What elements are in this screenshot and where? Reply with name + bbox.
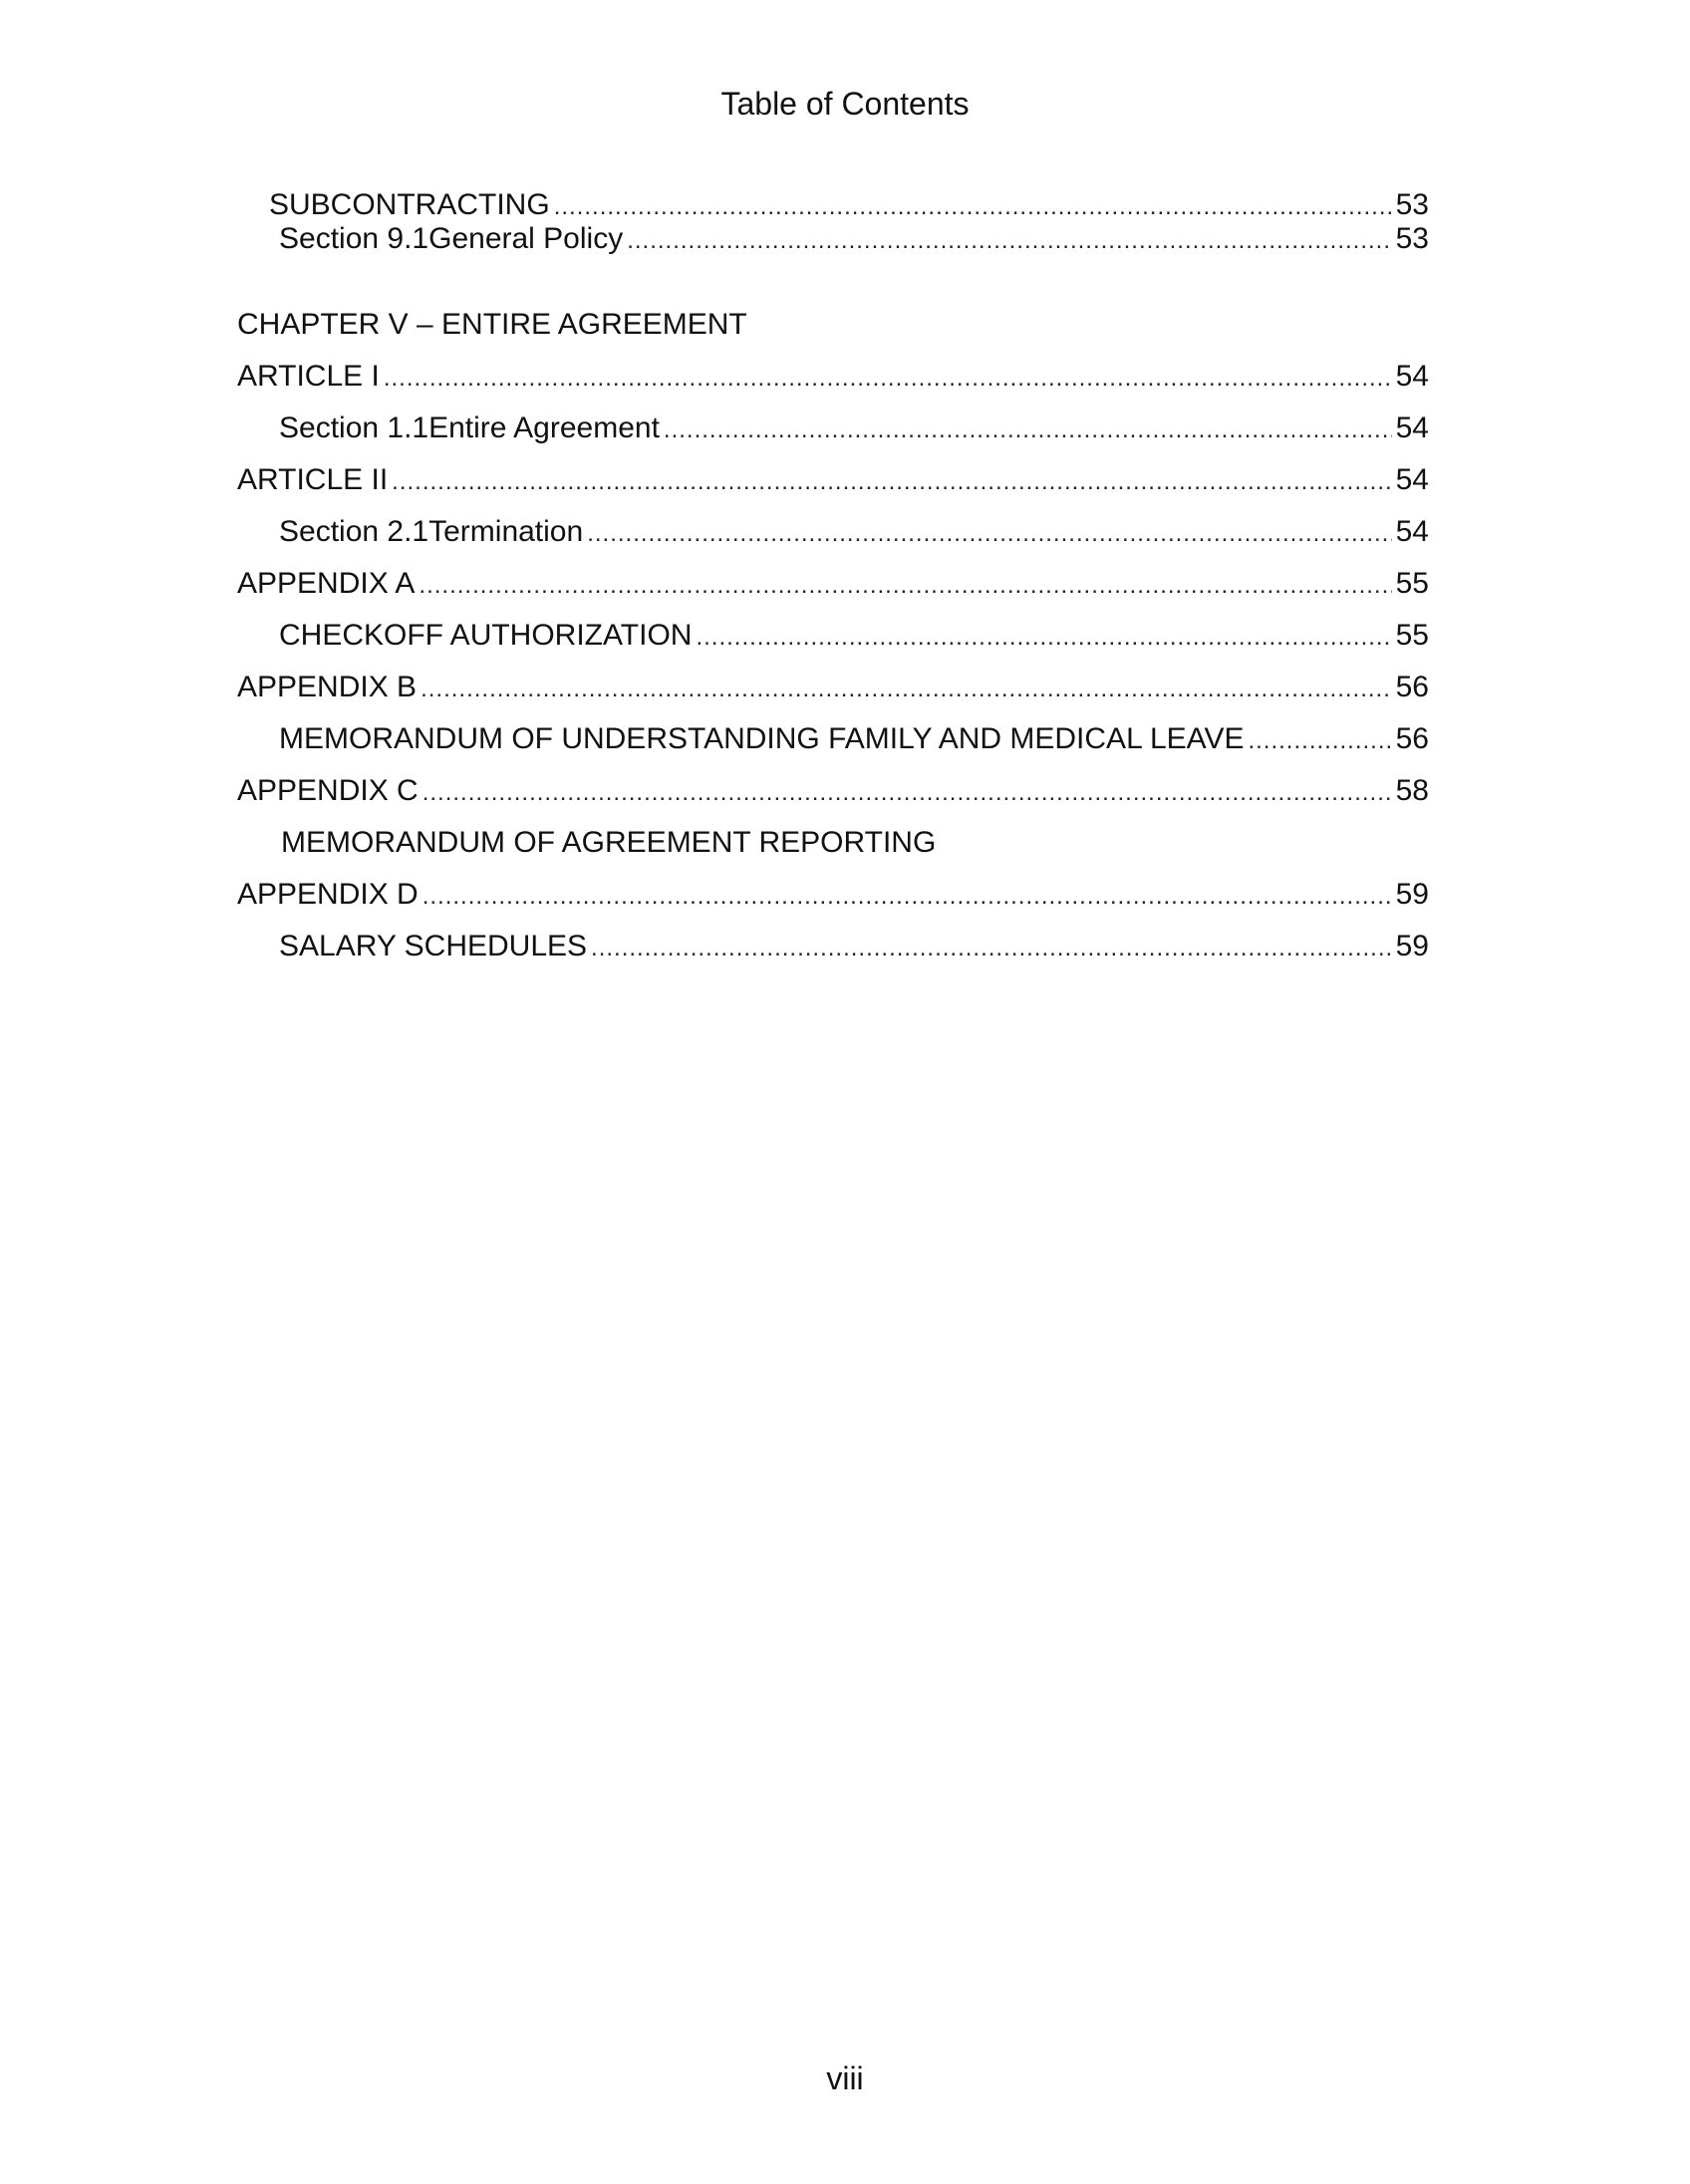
toc-page-number: 53 — [1395, 222, 1429, 255]
toc-entry-label: Entire Agreement — [428, 411, 660, 444]
dot-leader — [664, 412, 1392, 448]
dot-leader — [696, 620, 1391, 656]
toc-entry-label: SALARY SCHEDULES — [279, 930, 588, 962]
dot-leader — [422, 879, 1392, 915]
toc-page-number: 53 — [1395, 188, 1429, 221]
toc-entry-label: General Policy — [428, 222, 624, 255]
toc-entry-subcontracting[interactable] — [269, 187, 1429, 223]
toc-section-number: Section 9.1 — [279, 222, 429, 255]
toc-section-number: Section 1.1 — [279, 411, 429, 444]
toc-entry-appendix-c[interactable] — [237, 773, 1429, 809]
toc-entry-label: ARTICLE II — [237, 463, 389, 496]
toc-entry-label: Termination — [428, 515, 584, 548]
toc-entry-label: APPENDIX D — [237, 878, 419, 911]
toc-entry-article-ii[interactable] — [237, 462, 1429, 498]
toc-entry-label: CHECKOFF AUTHORIZATION — [279, 619, 693, 652]
toc-entry-label: APPENDIX C — [237, 774, 419, 807]
toc-page-number: 54 — [1395, 360, 1429, 393]
dot-leader — [422, 775, 1392, 811]
toc-chapter-heading — [237, 307, 747, 343]
dot-leader — [587, 516, 1391, 552]
toc-entry-label: ARTICLE I — [237, 360, 380, 393]
toc-section-number: Section 2.1 — [279, 515, 429, 548]
page-title: Table of Contents — [720, 86, 970, 122]
dot-leader — [627, 223, 1391, 259]
dot-leader — [591, 931, 1392, 966]
toc-entry-label: MEMORANDUM OF UNDERSTANDING FAMILY AND MEDICAL LEAVE — [279, 722, 1245, 755]
toc-entry-label: CHAPTER V – ENTIRE AGREEMENT — [237, 308, 747, 341]
dot-leader — [392, 464, 1391, 500]
toc-entry-appendix-a[interactable] — [237, 566, 1429, 602]
toc-entry-label: MEMORANDUM OF AGREEMENT REPORTING — [281, 826, 937, 859]
toc-entry-mou-family-medical-leave[interactable] — [279, 721, 1429, 757]
toc-entry-label: APPENDIX B — [237, 671, 418, 703]
toc-entry-label: APPENDIX A — [237, 567, 416, 600]
dot-leader — [421, 672, 1392, 707]
dot-leader — [384, 361, 1392, 397]
toc-entry-salary-schedules[interactable] — [279, 929, 1429, 964]
toc-entry-moa-reporting[interactable] — [281, 825, 936, 861]
toc-entry-label: SUBCONTRACTING — [269, 188, 550, 221]
toc-entry-section-2-1[interactable] — [279, 514, 1429, 550]
toc-entry-article-i[interactable] — [237, 359, 1429, 395]
toc-page-number: 55 — [1395, 567, 1429, 600]
toc-page-number: 56 — [1395, 722, 1429, 755]
toc-entry-checkoff-authorization[interactable] — [279, 618, 1429, 654]
toc-page-number: 58 — [1395, 774, 1429, 807]
toc-entry-section-9-1[interactable] — [279, 221, 1429, 257]
toc-entry-appendix-d[interactable] — [237, 877, 1429, 913]
dot-leader — [554, 189, 1392, 225]
toc-entry-section-1-1[interactable] — [279, 410, 1429, 446]
toc-page-number: 55 — [1395, 619, 1429, 652]
toc-page-number: 59 — [1395, 878, 1429, 911]
toc-page-number: 56 — [1395, 671, 1429, 703]
dot-leader — [419, 568, 1391, 604]
dot-leader — [1248, 723, 1391, 759]
page-number-footer: viii — [826, 2060, 864, 2096]
toc-page-number: 54 — [1395, 411, 1429, 444]
toc-page-number: 54 — [1395, 515, 1429, 548]
toc-page-number: 54 — [1395, 463, 1429, 496]
toc-entry-appendix-b[interactable] — [237, 670, 1429, 705]
toc-page-number: 59 — [1395, 930, 1429, 962]
